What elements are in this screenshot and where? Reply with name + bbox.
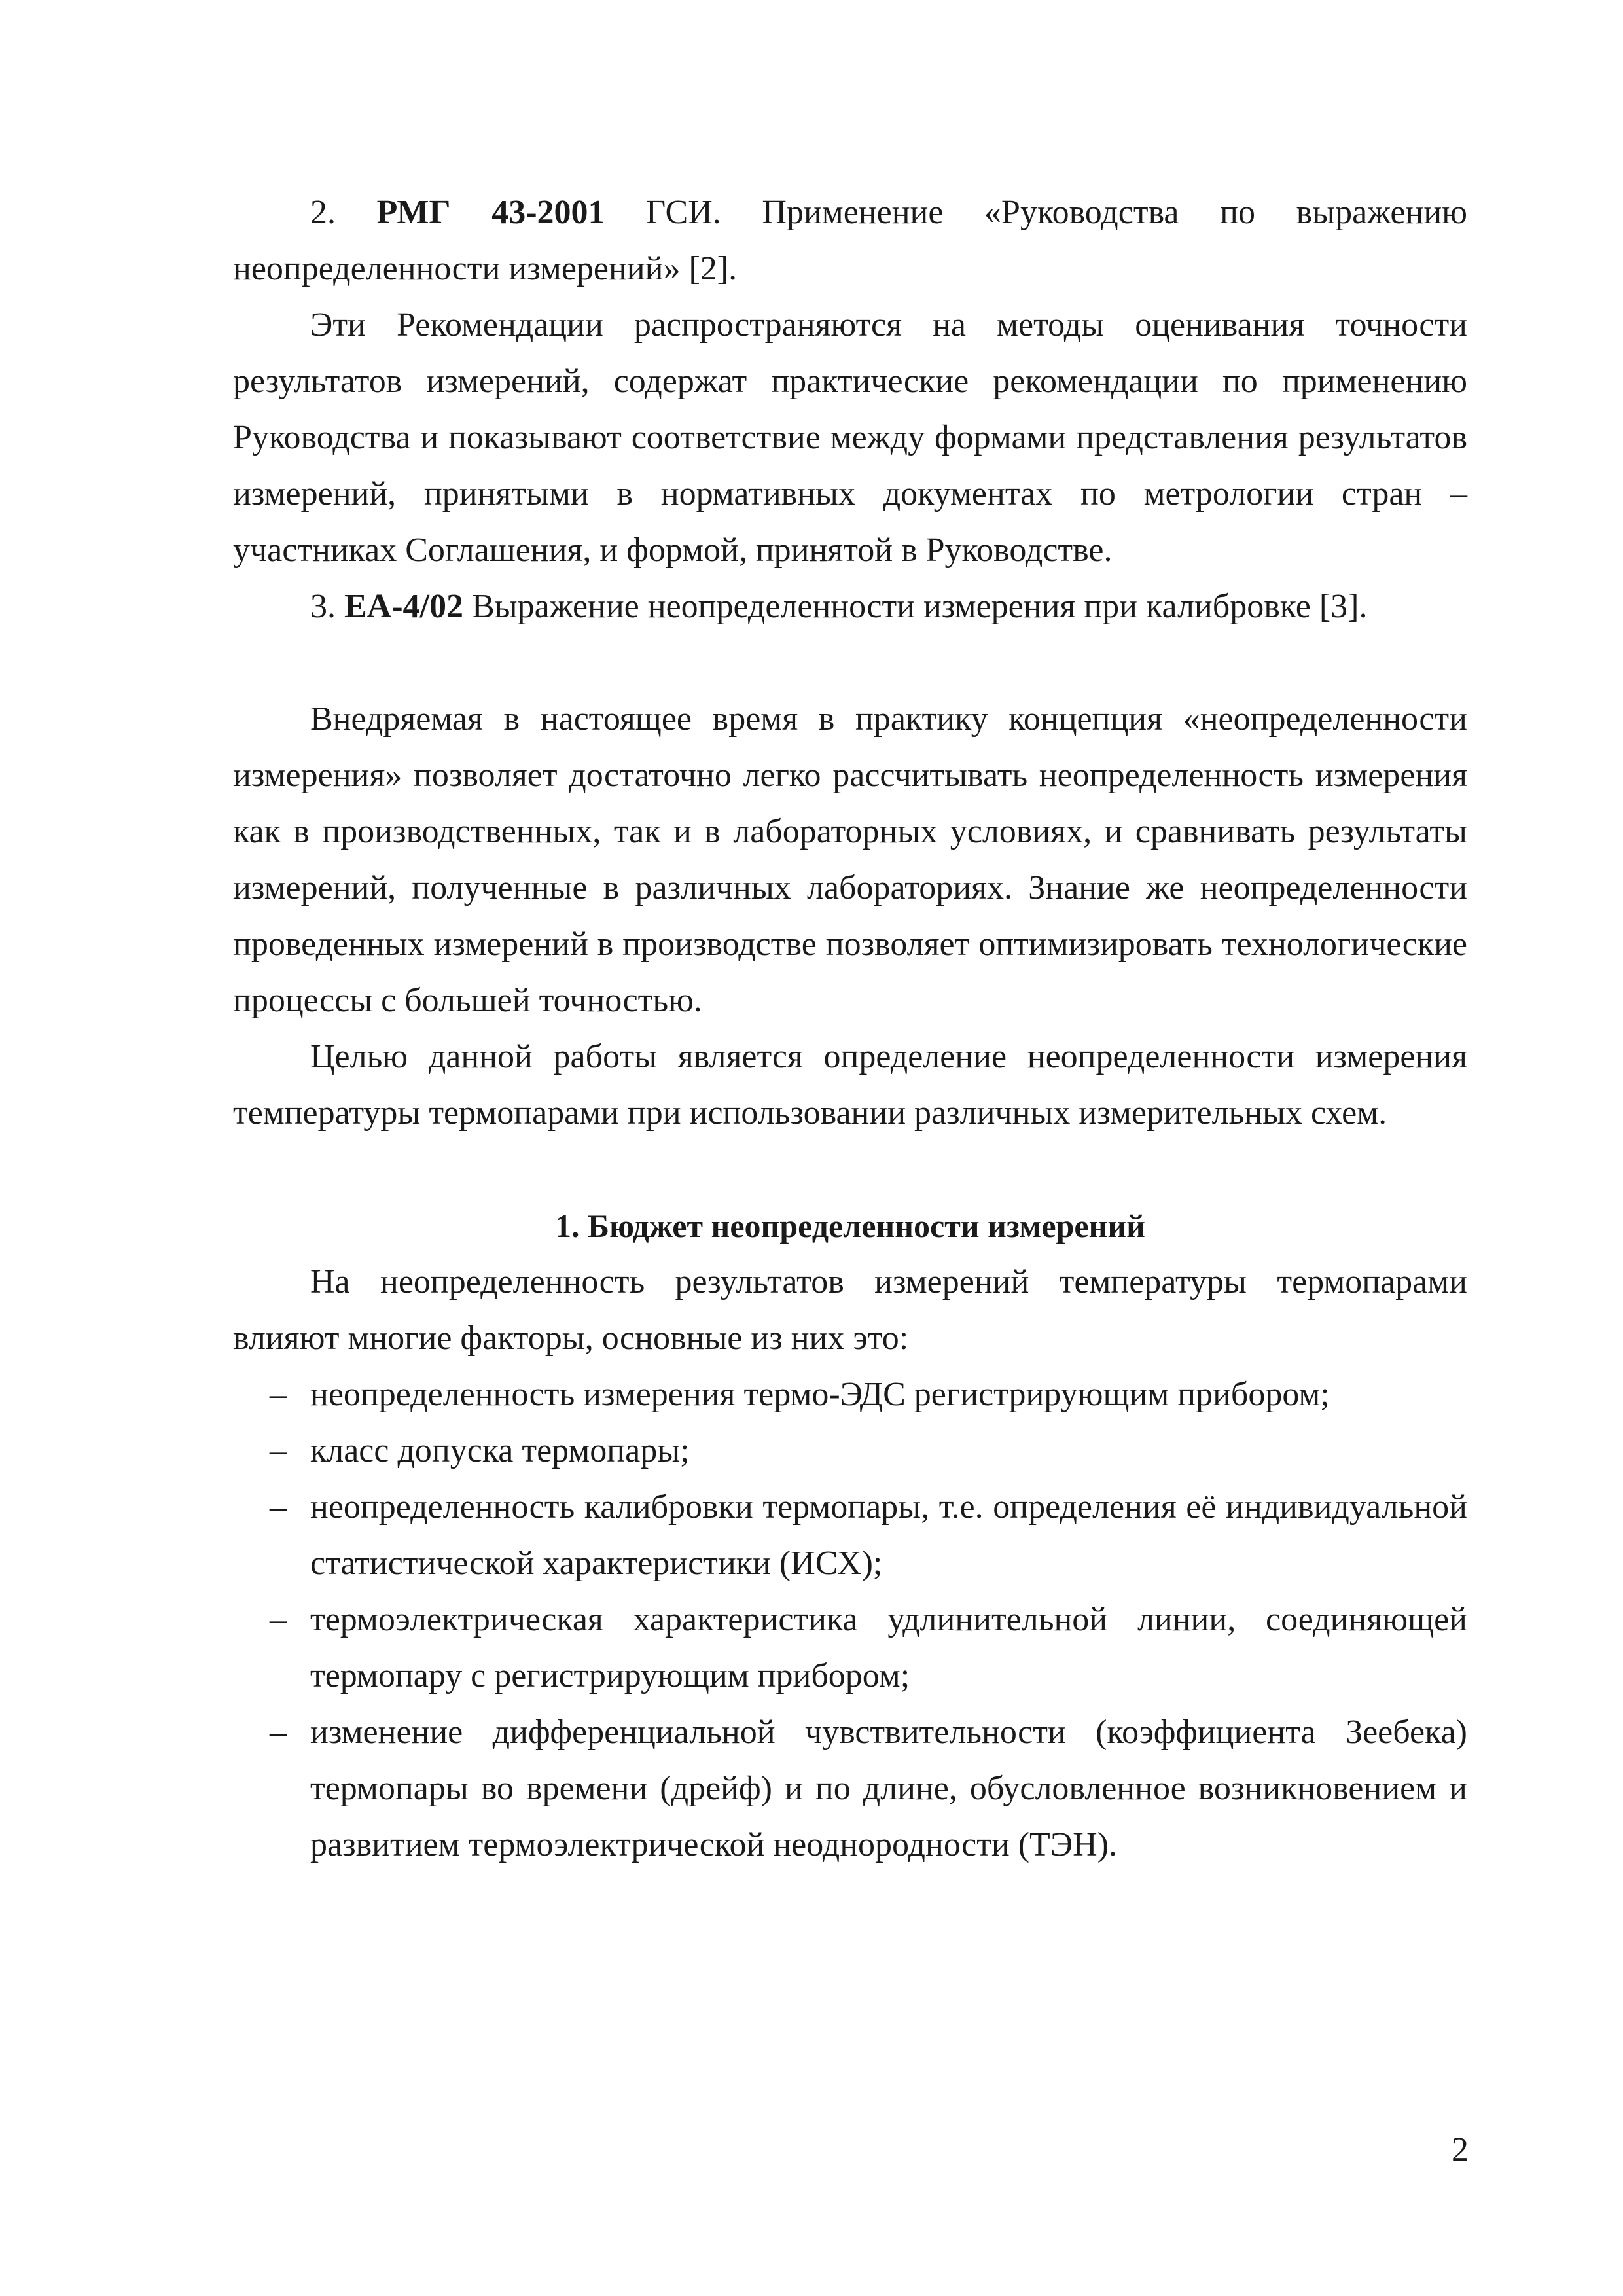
list-item-text: неопределенность калибровки термопары, т.е. определения её индивидуальной статистической характеристики (ИСХ);: [310, 1488, 1467, 1582]
list-item: [233, 1704, 1467, 1873]
list-item-text: изменение дифференциальной чувствительности (коэффициента Зеебека) термопары во времени (дрейф) и по длине, обусловленное возникновением и развитием термоэлектрической неоднородности (ТЭН).: [310, 1713, 1467, 1863]
section-heading: 1. Бюджет неопределенности измерений: [555, 1208, 1145, 1244]
list-item: [233, 1423, 1467, 1479]
list-item-text: класс допуска термопары;: [310, 1432, 690, 1469]
page-number: 2: [1452, 2131, 1469, 2168]
reference-description: Эти Рекомендации распространяются на методы оценивания точности результатов измерений, содержат практические рекомендации по применению Руководства и показывают соответствие между формами представления результатов измерений, принятыми в нормативных документах по метрологии стран – участниках Соглашения, и формой, принятой в Руководстве.: [233, 306, 1467, 569]
reference-code: EA-4/02: [344, 588, 463, 625]
reference-number: 3.: [310, 588, 336, 625]
list-item-text: термоэлектрическая характеристика удлинительной линии, соединяющей термопару с регистрирующим прибором;: [310, 1601, 1467, 1695]
list-bullet: –: [270, 1601, 287, 1638]
section-lead-paragraph: На неопределенность результатов измерений температуры термопарами влияют многие факторы, основные из них это:: [233, 1263, 1467, 1357]
factors-list: [233, 1367, 1467, 1873]
list-bullet: –: [270, 1376, 287, 1413]
reference-title: ГСИ. Применение «Руководства по выражению неопределенности измерений» [2].: [233, 194, 1467, 287]
reference-code: РМГ 43-2001: [376, 194, 605, 231]
list-item-text: неопределенность измерения термо-ЭДС регистрирующим прибором;: [310, 1376, 1330, 1413]
list-bullet: –: [270, 1713, 287, 1751]
reference-item-3: [233, 579, 1467, 635]
list-bullet: –: [270, 1432, 287, 1469]
reference-title: Выражение неопределенности измерения при калибровке [3].: [472, 588, 1368, 625]
reference-item-2: [233, 185, 1467, 297]
body-paragraph: Внедряемая в настоящее время в практику концепция «неопределенности измерения» позволяет достаточно легко рассчитывать неопределенность измерения как в производственных, так и в лабораторных условиях, и сравнивать результаты измерений, полученные в различных лабораториях. Знание же неопределенности проведенных измерений в производстве позволяет оптимизировать технологические процессы с большей точностью.: [233, 700, 1467, 1019]
body-paragraph: Целью данной работы является определение неопределенности измерения температуры термопарами при использовании различных измерительных схем.: [233, 1038, 1467, 1132]
reference-number: 2.: [310, 194, 336, 231]
list-item: [233, 1479, 1467, 1592]
page-content: [233, 185, 1467, 1873]
list-item: [233, 1592, 1467, 1704]
list-item: [233, 1367, 1467, 1423]
list-bullet: –: [270, 1488, 287, 1526]
